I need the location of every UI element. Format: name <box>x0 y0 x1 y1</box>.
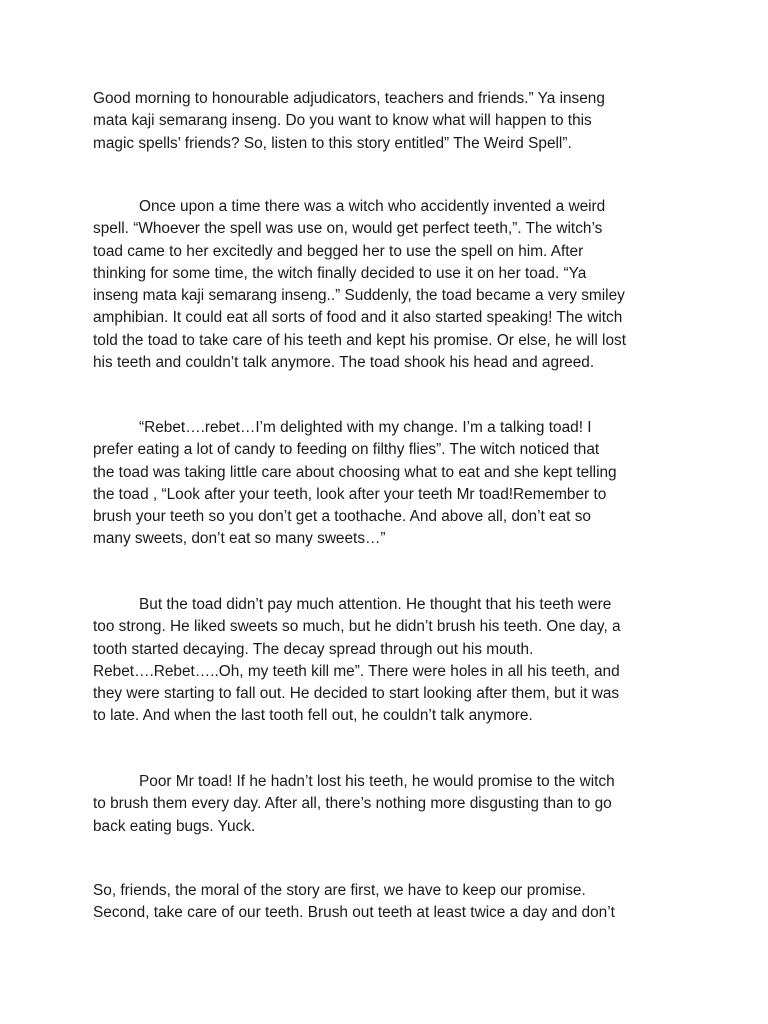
text-line: thinking for some time, the witch finally decided to use it on her toad. “Ya <box>93 264 587 282</box>
text-line: back eating bugs. Yuck. <box>93 817 256 835</box>
text-line: Once upon a time there was a witch who accidently invented a weird <box>139 198 606 215</box>
text-line: toad came to her excitedly and begged her to use the spell on him. After <box>93 242 584 260</box>
paragraph-story-beginning <box>93 196 693 374</box>
paragraph-moral <box>93 880 693 925</box>
text-line: too strong. He liked sweets so much, but he didn’t brush his teeth. One day, a <box>93 618 621 636</box>
text-line: Poor Mr toad! If he hadn’t lost his teeth, he would promise to the witch <box>139 773 615 790</box>
text-line: the toad , “Look after your teeth, look after your teeth Mr toad!Remember to <box>93 485 607 503</box>
text-line: the toad was taking little care about choosing what to eat and she kept telling <box>93 463 617 481</box>
text-line: So, friends, the moral of the story are first, we have to keep our promise. <box>93 882 586 899</box>
text-line: spell. “Whoever the spell was use on, would get perfect teeth,”. The witch’s <box>93 220 603 238</box>
text-line: brush your teeth so you don’t get a toothache. And above all, don’t eat so <box>93 508 591 526</box>
text-line: amphibian. It could eat all sorts of food and it also started speaking! The witch <box>93 309 623 327</box>
text-line: mata kaji semarang inseng. Do you want to know what will happen to this <box>93 112 592 130</box>
text-line: Good morning to honourable adjudicators, teachers and friends.” Ya inseng <box>93 90 605 107</box>
paragraph-greeting <box>93 88 693 155</box>
text-line: told the toad to take care of his teeth and kept his promise. Or else, he will lost <box>93 331 626 349</box>
text-line: many sweets, don’t eat so many sweets…” <box>93 530 386 548</box>
text-line: Second, take care of our teeth. Brush out teeth at least twice a day and don’t <box>93 904 615 922</box>
paragraph-toad-speaks <box>93 417 693 551</box>
paragraph-conclusion <box>93 771 693 838</box>
text-line: his teeth and couldn’t talk anymore. The toad shook his head and agreed. <box>93 354 595 372</box>
text-line: “Rebet….rebet…I’m delighted with my change. I’m a talking toad! I <box>139 419 592 436</box>
text-line: inseng mata kaji semarang inseng..” Suddenly, the toad became a very smiley <box>93 287 625 305</box>
paragraph-teeth-decay <box>93 594 693 728</box>
text-line: to brush them every day. After all, there’s nothing more disgusting than to go <box>93 795 612 813</box>
text-line: they were starting to fall out. He decided to start looking after them, but it was <box>93 685 620 703</box>
text-line: magic spells’ friends? So, listen to this story entitled” The Weird Spell”. <box>93 134 572 152</box>
text-line: But the toad didn’t pay much attention. He thought that his teeth were <box>139 596 612 613</box>
text-line: to late. And when the last tooth fell out, he couldn’t talk anymore. <box>93 707 533 725</box>
text-line: prefer eating a lot of candy to feeding on filthy flies”. The witch noticed that <box>93 441 600 459</box>
text-line: tooth started decaying. The decay spread through out his mouth. <box>93 640 534 658</box>
text-line: Rebet….Rebet…..Oh, my teeth kill me”. There were holes in all his teeth, and <box>93 662 620 680</box>
